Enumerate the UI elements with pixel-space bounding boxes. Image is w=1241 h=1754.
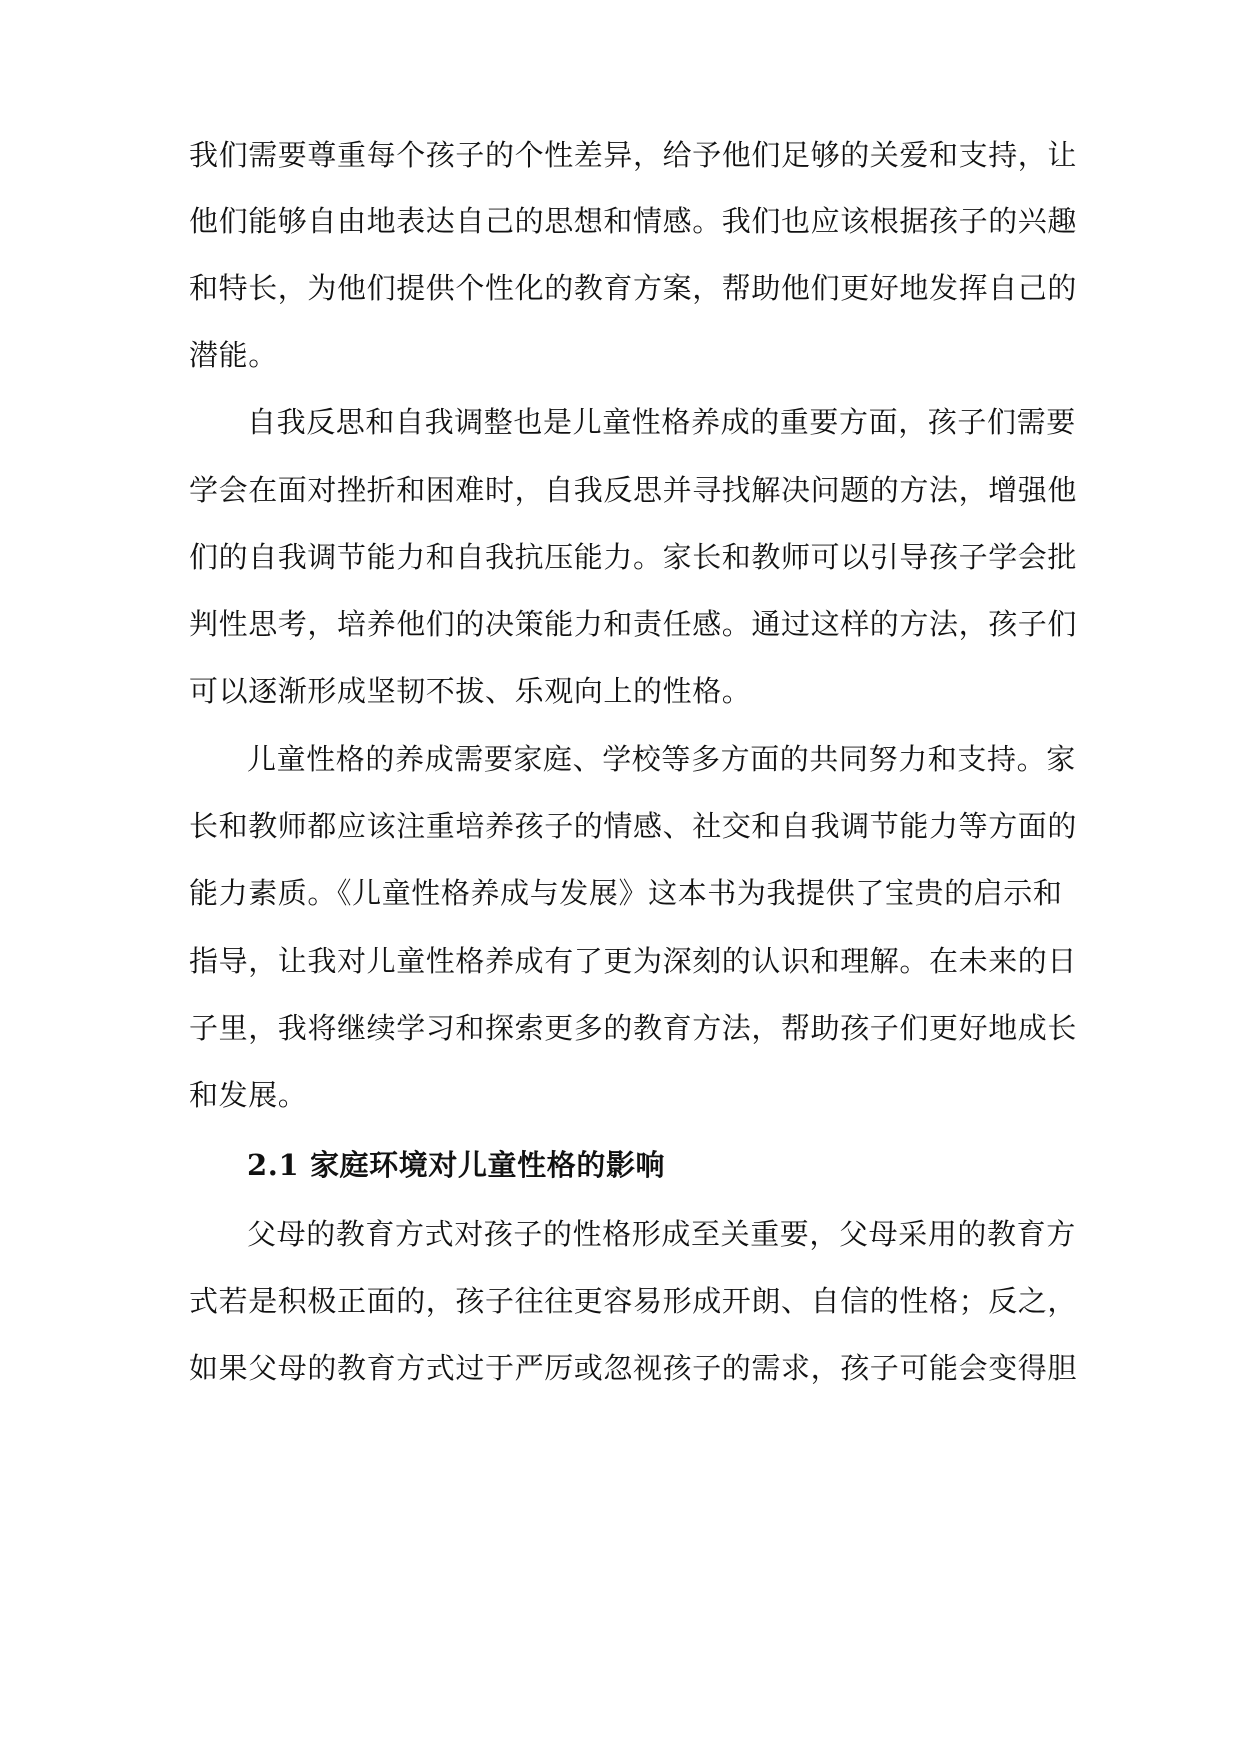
section-heading: 2.1 家庭环境对儿童性格的影响 (247, 1148, 666, 1182)
paragraph-3-line-3: 能力素质。《儿童性格养成与发展》这本书为我提供了宝贵的启示和 (189, 876, 1063, 910)
section-paragraph-line-3: 如果父母的教育方式过于严厉或忽视孩子的需求，孩子可能会变得胆 (189, 1351, 1078, 1385)
paragraph-2-line-5: 可以逐渐形成坚韧不拔、乐观向上的性格。 (189, 674, 752, 708)
section-paragraph-line-1: 父母的教育方式对孩子的性格形成至关重要，父母采用的教育方 (247, 1217, 1076, 1251)
paragraph-3-line-4: 指导，让我对儿童性格养成有了更为深刻的认识和理解。在未来的日 (189, 944, 1078, 978)
paragraph-1-line-3: 和特长，为他们提供个性化的教育方案，帮助他们更好地发挥自己的 (189, 271, 1078, 305)
paragraph-2-line-1: 自我反思和自我调整也是儿童性格养成的重要方面，孩子们需要 (247, 405, 1076, 439)
paragraph-3-line-1: 儿童性格的养成需要家庭、学校等多方面的共同努力和支持。家 (247, 742, 1076, 776)
paragraph-2-line-4: 判性思考，培养他们的决策能力和责任感。通过这样的方法，孩子们 (189, 607, 1078, 641)
paragraph-2-line-3: 们的自我调节能力和自我抗压能力。家长和教师可以引导孩子学会批 (189, 540, 1078, 574)
paragraph-1-line-4: 潜能。 (189, 338, 278, 372)
paragraph-2-line-2: 学会在面对挫折和困难时，自我反思并寻找解决问题的方法，增强他 (189, 473, 1078, 507)
paragraph-3-line-6: 和发展。 (189, 1078, 308, 1112)
section-paragraph-line-2: 式若是积极正面的，孩子往往更容易形成开朗、自信的性格；反之， (189, 1284, 1078, 1318)
paragraph-1-line-1: 我们需要尊重每个孩子的个性差异，给予他们足够的关爱和支持，让 (189, 138, 1078, 172)
paragraph-3-line-2: 长和教师都应该注重培养孩子的情感、社交和自我调节能力等方面的 (189, 809, 1078, 843)
paragraph-1-line-2: 他们能够自由地表达自己的思想和情感。我们也应该根据孩子的兴趣 (189, 204, 1078, 238)
paragraph-3-line-5: 子里，我将继续学习和探索更多的教育方法，帮助孩子们更好地成长 (189, 1011, 1078, 1045)
